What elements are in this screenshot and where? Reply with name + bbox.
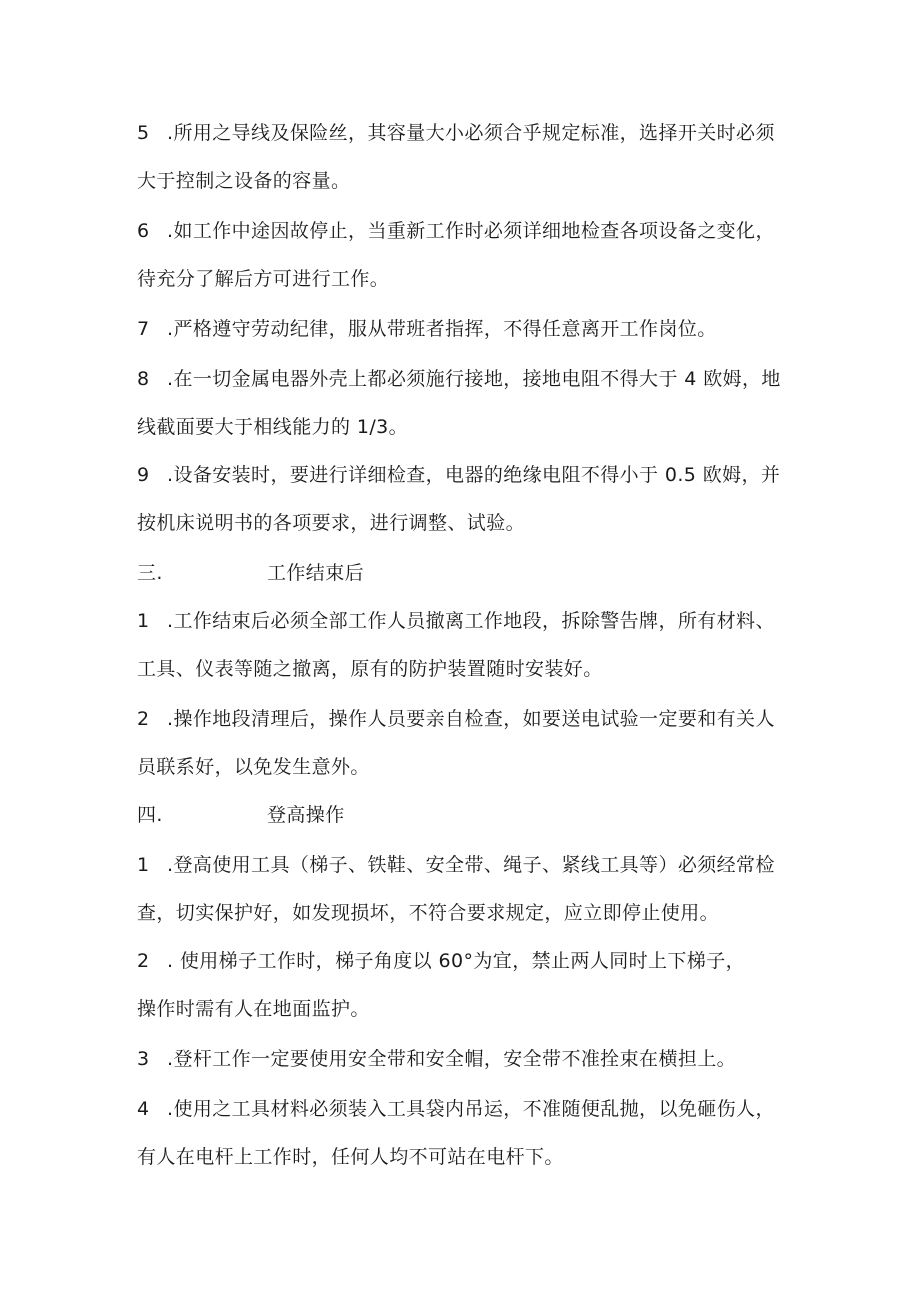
s3-item-1-line-2: [137, 656, 797, 682]
item-text: .工作结束后必须全部工作人员撤离工作地段，拆除警告牌，所有材料、: [167, 610, 775, 632]
item-text: 按机床说明书的各项要求，进行调整、试验。: [137, 512, 526, 534]
s4-item-1-line-2: [137, 900, 797, 926]
s4-item-1-line-1: [137, 852, 797, 878]
s4-item-4-line-1: [137, 1096, 797, 1122]
section-4-heading: [137, 802, 797, 828]
item-text: . 使用梯子工作时，梯子角度以 60°为宜，禁止两人同时上下梯子，: [167, 950, 745, 972]
item-number: 6: [137, 220, 150, 242]
section-title: 工作结束后: [267, 562, 365, 584]
item-text: 线截面要大于相线能力的 1/3。: [137, 416, 409, 438]
item-text: .登杆工作一定要使用安全带和安全帽，安全带不准拴束在横担上。: [167, 1048, 737, 1070]
item-number: 7: [137, 318, 150, 340]
item-text: .在一切金属电器外壳上都必须施行接地，接地电阻不得大于 4 欧姆，地: [167, 368, 781, 390]
item-8-line-1: [137, 366, 797, 392]
item-text: 待充分了解后方可进行工作。: [137, 268, 390, 290]
item-text: .如工作中途因故停止，当重新工作时必须详细地检查各项设备之变化，: [167, 220, 775, 242]
item-text: 员联系好，以免发生意外。: [137, 756, 370, 778]
item-number: 8: [137, 368, 150, 390]
item-text: .操作地段清理后，操作人员要亲自检查，如要送电试验一定要和有关人: [167, 708, 775, 730]
item-8-line-2: [137, 414, 797, 440]
section-number: 四.: [137, 804, 163, 826]
item-9-line-2: [137, 510, 797, 536]
s4-item-4-line-2: [137, 1144, 797, 1170]
item-text: .严格遵守劳动纪律，服从带班者指挥，不得任意离开工作岗位。: [167, 318, 717, 340]
s4-item-2-line-1: [137, 948, 797, 974]
item-text: 大于控制之设备的容量。: [137, 170, 351, 192]
item-text: .使用之工具材料必须装入工具袋内吊运，不准随便乱抛，以免砸伤人，: [167, 1098, 775, 1120]
item-5-line-2: [137, 168, 797, 194]
s3-item-2-line-2: [137, 754, 797, 780]
s4-item-3-line-1: [137, 1046, 797, 1072]
item-number: 9: [137, 464, 150, 486]
item-number: 4: [137, 1098, 150, 1120]
item-5-line-1: [137, 120, 797, 146]
item-text: .设备安装时，要进行详细检查，电器的绝缘电阻不得小于 0.5 欧姆，并: [167, 464, 781, 486]
item-number: 3: [137, 1048, 150, 1070]
s3-item-1-line-1: [137, 608, 797, 634]
item-number: 1: [137, 854, 150, 876]
section-number: 三.: [137, 562, 163, 584]
item-number: 2: [137, 708, 150, 730]
item-text: 有人在电杆上工作时，任何人均不可站在电杆下。: [137, 1146, 564, 1168]
item-text: 查，切实保护好，如发现损坏，不符合要求规定，应立即停止使用。: [137, 902, 720, 924]
item-number: 1: [137, 610, 150, 632]
item-7-line-1: [137, 316, 797, 342]
section-3-heading: [137, 560, 797, 586]
item-text: 操作时需有人在地面监护。: [137, 998, 370, 1020]
item-6-line-1: [137, 218, 797, 244]
s3-item-2-line-1: [137, 706, 797, 732]
item-text: .所用之导线及保险丝，其容量大小必须合乎规定标准，选择开关时必须: [167, 122, 775, 144]
item-text: .登高使用工具（梯子、铁鞋、安全带、绳子、紧线工具等）必须经常检: [167, 854, 775, 876]
item-6-line-2: [137, 266, 797, 292]
item-9-line-1: [137, 462, 797, 488]
item-text: 工具、仪表等随之撤离，原有的防护装置随时安装好。: [137, 658, 603, 680]
s4-item-2-line-2: [137, 996, 797, 1022]
item-number: 5: [137, 122, 150, 144]
section-title: 登高操作: [267, 804, 345, 826]
item-number: 2: [137, 950, 150, 972]
